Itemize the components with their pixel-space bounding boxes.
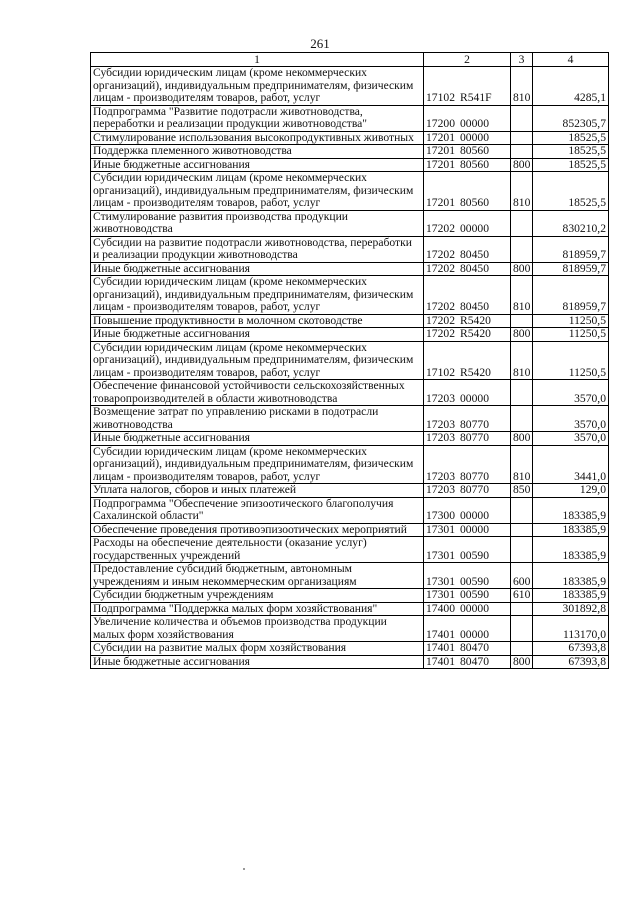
row-code	[424, 158, 511, 172]
row-name: Расходы на обеспечение деятельности (оказание услуг) государственных учреждений	[91, 537, 424, 563]
row-name: Субсидии бюджетным учреждениям	[91, 589, 424, 603]
row-expense-type: 810	[511, 276, 533, 315]
row-amount: 183385,9	[533, 537, 609, 563]
row-amount: 3570,0	[533, 380, 609, 406]
row-program-code: 17203	[426, 417, 455, 431]
row-program-code: 17401	[426, 654, 455, 668]
row-expense-type: 810	[511, 445, 533, 484]
table-row	[91, 210, 609, 236]
row-name: Обеспечение финансовой устойчивости сельскохозяйственных товаропроизводителей в области животноводства	[91, 380, 424, 406]
budget-table	[90, 52, 609, 669]
row-code	[424, 67, 511, 106]
row-name: Предоставление субсидий бюджетным, автономным учреждениям и иным некоммерческим организациям	[91, 563, 424, 589]
row-direction-code: 80470	[460, 654, 489, 668]
table-row	[91, 537, 609, 563]
row-direction-code: 00000	[460, 627, 489, 641]
table-row	[91, 158, 609, 172]
row-amount: 113170,0	[533, 616, 609, 642]
row-direction-code: 80770	[460, 431, 489, 444]
row-program-code: 17202	[426, 300, 455, 313]
row-code	[424, 314, 511, 328]
table-row	[91, 602, 609, 616]
table-row	[91, 105, 609, 131]
row-amount: 852305,7	[533, 105, 609, 131]
row-program-code: 17202	[426, 327, 455, 340]
row-direction-code: R541F	[460, 91, 492, 104]
row-direction-code: R5420	[460, 365, 491, 379]
table-row	[91, 432, 609, 446]
row-amount: 183385,9	[533, 497, 609, 523]
row-name: Поддержка племенного животноводства	[91, 145, 424, 159]
row-program-code: 17301	[426, 574, 455, 588]
row-code	[424, 563, 511, 589]
row-direction-code: 00000	[460, 130, 489, 144]
row-amount: 11250,5	[533, 314, 609, 328]
row-code	[424, 131, 511, 145]
row-code	[424, 445, 511, 484]
row-expense-type	[511, 497, 533, 523]
row-direction-code: 00000	[460, 601, 489, 615]
row-code	[424, 145, 511, 159]
row-name: Иные бюджетные ассигнования	[91, 328, 424, 342]
row-name: Субсидии юридическим лицам (кроме некоммерческих организаций), индивидуальным предпринимателям, физическим лицам - производителям товаров, работ, услуг	[91, 172, 424, 211]
row-program-code: 17401	[426, 641, 455, 654]
row-amount: 818959,7	[533, 236, 609, 262]
row-expense-type	[511, 314, 533, 328]
row-expense-type: 800	[511, 262, 533, 276]
row-program-code: 17201	[426, 196, 455, 209]
row-code	[424, 172, 511, 211]
row-program-code: 17202	[426, 313, 455, 327]
row-program-code: 17201	[426, 144, 455, 157]
row-expense-type	[511, 523, 533, 537]
row-program-code: 17200	[426, 117, 455, 130]
header-row	[91, 53, 609, 67]
row-direction-code: 00000	[460, 117, 489, 130]
row-code	[424, 236, 511, 262]
row-code	[424, 380, 511, 406]
row-direction-code: 00000	[460, 222, 489, 235]
row-name: Субсидии на развитие подотрасли животноводства, переработки и реализации продукции животноводства	[91, 236, 424, 262]
row-code	[424, 642, 511, 656]
table-row	[91, 616, 609, 642]
row-code	[424, 497, 511, 523]
row-code	[424, 602, 511, 616]
row-expense-type	[511, 131, 533, 145]
row-name: Возмещение затрат по управлению рисками в подотрасли животноводства	[91, 406, 424, 432]
row-expense-type	[511, 210, 533, 236]
row-expense-type: 850	[511, 484, 533, 498]
row-program-code: 17201	[426, 157, 455, 171]
row-name: Субсидии на развитие малых форм хозяйствования	[91, 642, 424, 656]
row-expense-type: 610	[511, 589, 533, 603]
row-amount: 67393,8	[533, 655, 609, 669]
table-row	[91, 406, 609, 432]
table-row	[91, 236, 609, 262]
table-row	[91, 497, 609, 523]
row-code	[424, 616, 511, 642]
row-direction-code: 00590	[460, 588, 489, 601]
header-type: 3	[511, 53, 533, 67]
row-code	[424, 484, 511, 498]
scan-speck	[243, 868, 245, 870]
table-row	[91, 145, 609, 159]
row-amount: 11250,5	[533, 328, 609, 342]
table-row	[91, 131, 609, 145]
row-program-code: 17201	[426, 130, 455, 144]
row-name: Иные бюджетные ассигнования	[91, 158, 424, 172]
header-amount: 4	[533, 53, 609, 67]
row-expense-type	[511, 145, 533, 159]
table-row	[91, 445, 609, 484]
table-row	[91, 328, 609, 342]
row-name: Подпрограмма "Обеспечение эпизоотического благополучия Сахалинской области"	[91, 497, 424, 523]
row-program-code: 17102	[426, 91, 455, 104]
row-name: Уплата налогов, сборов и иных платежей	[91, 484, 424, 498]
row-expense-type: 800	[511, 432, 533, 446]
row-direction-code: 80450	[460, 261, 489, 275]
row-expense-type: 600	[511, 563, 533, 589]
row-direction-code: 00000	[460, 509, 489, 522]
table-row	[91, 262, 609, 276]
row-program-code: 17301	[426, 548, 455, 562]
row-expense-type: 800	[511, 158, 533, 172]
row-code	[424, 589, 511, 603]
header-name: 1	[91, 53, 424, 67]
row-amount: 301892,8	[533, 602, 609, 616]
row-direction-code: 80770	[460, 469, 489, 483]
row-amount: 129,0	[533, 484, 609, 498]
row-program-code: 17203	[426, 469, 455, 483]
row-direction-code: 80560	[460, 196, 489, 209]
row-name: Субсидии юридическим лицам (кроме некоммерческих организаций), индивидуальным предпринимателям, физическим лицам - производителям товаров, работ, услуг	[91, 67, 424, 106]
row-direction-code: 00590	[460, 574, 489, 588]
row-name: Стимулирование использования высокопродуктивных животных	[91, 131, 424, 145]
row-expense-type	[511, 616, 533, 642]
row-amount: 18525,5	[533, 145, 609, 159]
row-direction-code: 80470	[460, 641, 489, 654]
row-code	[424, 276, 511, 315]
row-expense-type: 800	[511, 655, 533, 669]
row-direction-code: 00000	[460, 391, 489, 405]
row-direction-code: 80560	[460, 157, 489, 171]
row-amount: 183385,9	[533, 563, 609, 589]
table-row	[91, 589, 609, 603]
row-direction-code: 00000	[460, 522, 489, 536]
row-direction-code: 80770	[460, 417, 489, 431]
row-code	[424, 210, 511, 236]
row-amount: 818959,7	[533, 262, 609, 276]
row-amount: 3570,0	[533, 432, 609, 446]
table-row	[91, 642, 609, 656]
row-name: Стимулирование развития производства продукции животноводства	[91, 210, 424, 236]
table-row	[91, 380, 609, 406]
row-code	[424, 655, 511, 669]
row-program-code: 17203	[426, 483, 455, 496]
table-row	[91, 314, 609, 328]
row-name: Повышение продуктивности в молочном скотоводстве	[91, 314, 424, 328]
row-name: Субсидии юридическим лицам (кроме некоммерческих организаций), индивидуальным предпринимателям, физическим лицам - производителям товаров, работ, услуг	[91, 276, 424, 315]
row-code	[424, 537, 511, 563]
row-program-code: 17300	[426, 509, 455, 522]
row-expense-type	[511, 105, 533, 131]
table-row	[91, 655, 609, 669]
row-amount: 818959,7	[533, 276, 609, 315]
table-row	[91, 484, 609, 498]
table-row	[91, 563, 609, 589]
row-direction-code: 80450	[460, 300, 489, 313]
table-row	[91, 523, 609, 537]
row-program-code: 17401	[426, 627, 455, 641]
row-code	[424, 105, 511, 131]
row-amount: 67393,8	[533, 642, 609, 656]
row-amount: 11250,5	[533, 341, 609, 380]
row-program-code: 17400	[426, 601, 455, 615]
row-name: Субсидии юридическим лицам (кроме некоммерческих организаций), индивидуальным предпринимателям, физическим лицам - производителям товаров, работ, услуг	[91, 341, 424, 380]
row-expense-type: 810	[511, 341, 533, 380]
header-code: 2	[424, 53, 511, 67]
row-expense-type	[511, 380, 533, 406]
row-code	[424, 341, 511, 380]
row-program-code: 17202	[426, 261, 455, 275]
row-program-code: 17301	[426, 522, 455, 536]
row-direction-code: 80450	[460, 248, 489, 261]
table-row	[91, 341, 609, 380]
row-amount: 3441,0	[533, 445, 609, 484]
row-amount: 3570,0	[533, 406, 609, 432]
row-amount: 18525,5	[533, 158, 609, 172]
row-expense-type	[511, 537, 533, 563]
row-code	[424, 262, 511, 276]
row-direction-code: 00590	[460, 548, 489, 562]
row-amount: 183385,9	[533, 523, 609, 537]
row-program-code: 17301	[426, 588, 455, 601]
row-code	[424, 432, 511, 446]
row-expense-type: 810	[511, 172, 533, 211]
page-number: 261	[310, 36, 330, 51]
row-name: Иные бюджетные ассигнования	[91, 432, 424, 446]
row-name: Субсидии юридическим лицам (кроме некоммерческих организаций), индивидуальным предпринимателям, физическим лицам - производителям товаров, работ, услуг	[91, 445, 424, 484]
row-program-code: 17202	[426, 248, 455, 261]
row-amount: 4285,1	[533, 67, 609, 106]
row-name: Иные бюджетные ассигнования	[91, 655, 424, 669]
row-code	[424, 406, 511, 432]
row-program-code: 17202	[426, 222, 455, 235]
row-expense-type: 800	[511, 328, 533, 342]
row-direction-code: R5420	[460, 313, 491, 327]
row-program-code: 17203	[426, 431, 455, 444]
row-expense-type	[511, 406, 533, 432]
row-program-code: 17203	[426, 391, 455, 405]
row-amount: 183385,9	[533, 589, 609, 603]
row-direction-code: R5420	[460, 327, 491, 340]
row-amount: 18525,5	[533, 131, 609, 145]
row-direction-code: 80560	[460, 144, 489, 157]
row-amount: 18525,5	[533, 172, 609, 211]
row-name: Обеспечение проведения противоэпизоотических мероприятий	[91, 523, 424, 537]
row-direction-code: 80770	[460, 483, 489, 496]
row-name: Подпрограмма "Поддержка малых форм хозяйствования"	[91, 602, 424, 616]
table-row	[91, 67, 609, 106]
row-amount: 830210,2	[533, 210, 609, 236]
row-name: Подпрограмма "Развитие подотрасли животноводства, переработки и реализации продукции животноводства"	[91, 105, 424, 131]
row-name: Увеличение количества и объемов производства продукции малых форм хозяйствования	[91, 616, 424, 642]
table-row	[91, 276, 609, 315]
row-expense-type: 810	[511, 67, 533, 106]
row-expense-type	[511, 642, 533, 656]
row-expense-type	[511, 602, 533, 616]
row-program-code: 17102	[426, 365, 455, 379]
row-expense-type	[511, 236, 533, 262]
row-code	[424, 328, 511, 342]
row-name: Иные бюджетные ассигнования	[91, 262, 424, 276]
table-row	[91, 172, 609, 211]
row-code	[424, 523, 511, 537]
